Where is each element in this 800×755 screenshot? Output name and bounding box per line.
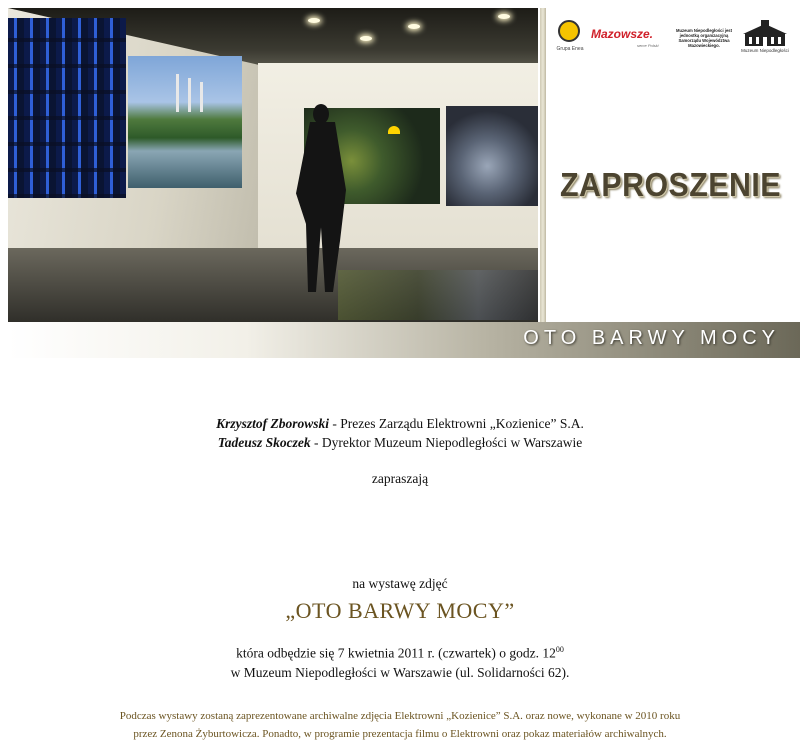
host-name: Tadeusz Skoczek bbox=[217, 435, 311, 450]
chimney bbox=[188, 78, 191, 112]
ceiling-light bbox=[498, 14, 510, 19]
exhibition-title: „OTO BARWY MOCY” bbox=[285, 598, 515, 623]
helmet bbox=[388, 126, 400, 134]
date-line bbox=[0, 645, 800, 662]
muzeum-caption: Muzeum Niepodległości bbox=[741, 48, 789, 53]
host-role: - Dyrektor Muzeum Niepodległości w Warszawie bbox=[310, 435, 583, 450]
footer-line: Podczas wystawy zostaną zaprezentowane archiwalne zdjęcia Elektrowni „Kozienice” S.A. oraz nowe, wykonane w 2010 roku bbox=[119, 710, 681, 722]
floor-reflection bbox=[338, 270, 538, 320]
place-line: w Muzeum Niepodległości w Warszawie (ul. Solidarności 62). bbox=[230, 665, 570, 680]
band-title: OTO BARWY MOCY bbox=[523, 327, 780, 349]
chimney bbox=[200, 82, 203, 112]
exhibition-intro: na wystawę zdjęć bbox=[352, 576, 448, 591]
mazowsze-subtitle: serce Polski bbox=[637, 43, 659, 48]
time-superscript: 00 bbox=[555, 645, 564, 654]
ceiling-light bbox=[360, 36, 372, 41]
mazowsze-logo bbox=[591, 27, 667, 48]
divider bbox=[540, 8, 546, 323]
host-line bbox=[0, 416, 800, 432]
title-band bbox=[8, 322, 800, 358]
host-line bbox=[0, 435, 800, 451]
river-photo bbox=[128, 56, 242, 188]
host-name: Krzysztof Zborowski bbox=[216, 416, 329, 431]
ceiling-light bbox=[408, 24, 420, 29]
invitation-heading: ZAPROSZENIE bbox=[560, 166, 781, 203]
museum-building-icon bbox=[741, 20, 789, 48]
date-text: która odbędzie się 7 kwietnia 2011 r. (czwartek) o godz. 12 bbox=[236, 645, 556, 661]
chimney bbox=[176, 74, 179, 112]
muzeum-logo bbox=[741, 20, 789, 56]
enea-emblem bbox=[558, 20, 580, 42]
turbine-photo bbox=[446, 106, 538, 206]
host-role: - Prezes Zarządu Elektrowni „Kozienice” S.A. bbox=[329, 416, 584, 431]
ceiling-light bbox=[308, 18, 320, 23]
scaffold-photo bbox=[8, 18, 126, 198]
visitor-silhouette-head bbox=[313, 104, 329, 124]
samorzad-note: Muzeum Niepodległości jest jednostką organizacyjną Samorządu Województwa Mazowieckiego. bbox=[675, 28, 733, 48]
footer-line: przez Zenona Żyburtowicza. Ponadto, w programie prezentacja filmu o Elektrowni oraz pokaz materiałów archiwalnych. bbox=[133, 728, 667, 740]
enea-caption: Grupa Enea bbox=[556, 46, 584, 52]
logo-bar bbox=[555, 18, 793, 58]
gallery-photo bbox=[8, 8, 538, 323]
enea-logo bbox=[555, 20, 585, 56]
mazowsze-text: Mazowsze. bbox=[591, 27, 654, 41]
invite-verb: zapraszają bbox=[371, 471, 429, 486]
